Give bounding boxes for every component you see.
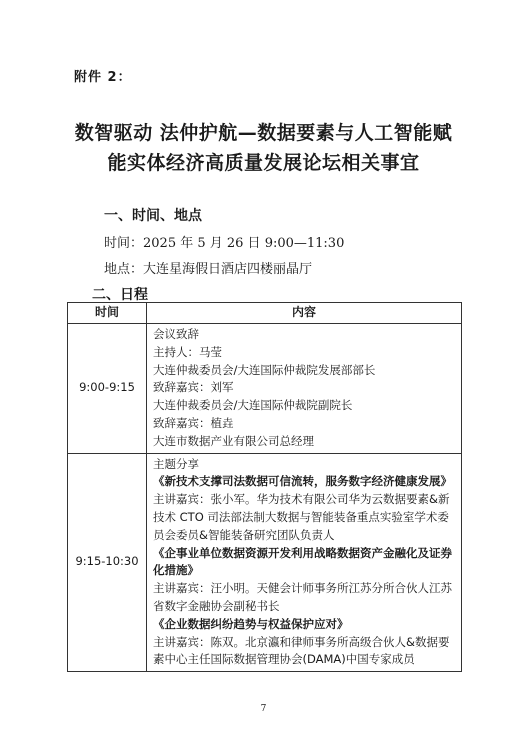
title-line-2: 能实体经济高质量发展论坛相关事宜 — [107, 152, 420, 174]
speaker-line: 主讲嘉宾：汪小明。天健会计师事务所江苏分所合伙人江苏省数字金融协会副秘书长 — [153, 581, 452, 613]
time-line: 时间：2025 年 5 月 26 日 9:00—11:30 — [104, 236, 345, 251]
row-time: 9:15-10:30 — [68, 453, 147, 672]
talk-title: 《企事业单位数据资源开发利用战略数据资产金融化及证券化措施》 — [153, 545, 452, 578]
content-line: 致辞嘉宾：植垚 — [153, 415, 234, 430]
title-line-1: 数智驱动 法仲护航—数据要素与人工智能赋 — [74, 122, 453, 144]
attachment-label: 附件 2： — [74, 70, 132, 85]
content-line: 大连仲裁委员会/大连国际仲裁院副院长 — [153, 398, 353, 413]
table-header-row — [68, 303, 462, 324]
talk-title: 《新技术支撑司法数据可信流转，服务数字经济健康发展》 — [153, 474, 452, 489]
header-time: 时间 — [68, 303, 147, 324]
speaker-line: 主讲嘉宾：陈双。北京瀛和律师事务所高级合伙人&数据要素中心主任国际数据管理协会(DAMA)中国专家成员 — [153, 634, 450, 667]
content-line: 致辞嘉宾：刘军 — [153, 380, 234, 395]
row-content — [147, 324, 462, 454]
table-row — [68, 324, 462, 454]
schedule-table — [67, 302, 462, 672]
content-line: 会议致辞 — [153, 327, 199, 341]
content-line: 主题分享 — [153, 456, 199, 471]
row-time: 9:00-9:15 — [68, 324, 147, 454]
content-line: 大连仲裁委员会/大连国际仲裁院发展部部长 — [153, 362, 376, 377]
place-line: 地点：大连星海假日酒店四楼丽晶厅 — [104, 262, 313, 277]
content-line: 大连市数据产业有限公司总经理 — [153, 433, 314, 448]
table-row — [68, 453, 462, 672]
section-heading-time-place: 一、时间、地点 — [104, 208, 202, 224]
page-number: 7 — [260, 704, 267, 714]
talk-title: 《企业数据纠纷趋势与权益保护应对》 — [153, 616, 349, 631]
header-content: 内容 — [147, 303, 462, 324]
content-line: 主持人：马莹 — [153, 344, 222, 359]
section-heading-schedule: 二、日程 — [92, 287, 148, 303]
speaker-line: 主讲嘉宾：张小军。华为技术有限公司华为云数据要素&新技术 CTO 司法部法制大数据与智能装备重点实验室学术委员会委员&智能装备研究团队负责人 — [153, 492, 450, 542]
row-content — [147, 453, 462, 672]
